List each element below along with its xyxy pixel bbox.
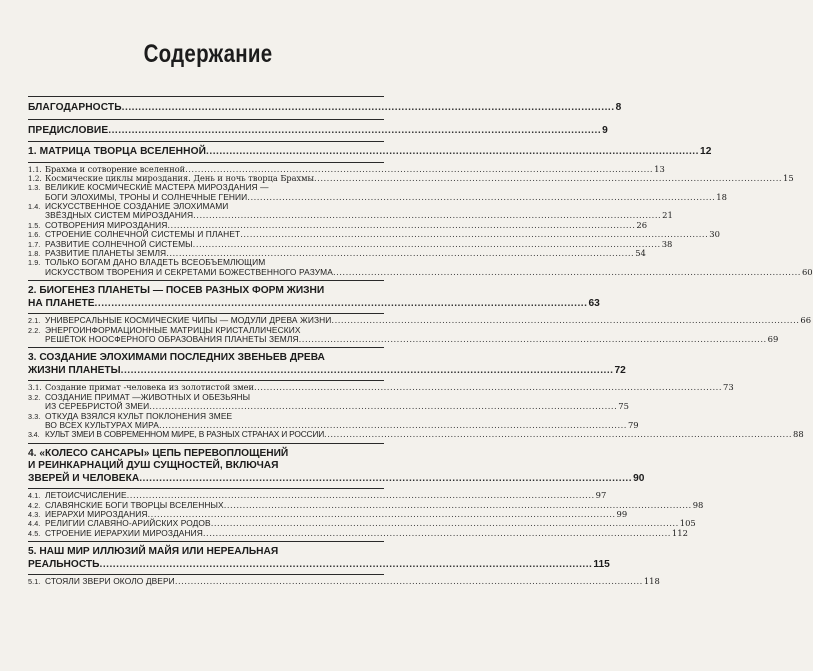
entry-title: 1. МАТРИЦА ТВОРЦА ВСЕЛЕННОЙ: [28, 146, 207, 157]
list-item[interactable]: 1.9. ТОЛЬКО БОГАМ ДАНО ВЛАДЕТЬ ВСЕОБЪЕМЛЮЩИМ: [28, 257, 266, 268]
page-number: 12: [699, 146, 712, 157]
page-number: 8: [615, 102, 622, 113]
list-item[interactable]: 1.4. ИСКУССТВЕННОЕ СОЗДАНИЕ ЭЛОХИМАМИ: [28, 201, 229, 212]
list-item[interactable]: 4.5. СТРОЕНИЕ ИЕРАРХИИ МИРОЗДАНИЯ ..... 112: [28, 529, 384, 538]
list-item-continued[interactable]: ВО ВСЕХ КУЛЬТУРАХ МИРА ..... 79: [28, 421, 384, 430]
list-item[interactable]: 1.8. РАЗВИТИЕ ПЛАНЕТЫ ЗЕМЛЯ ..... 54: [28, 249, 384, 258]
entry-title: ЗВЕРЕЙ И ЧЕЛОВЕКА: [28, 472, 140, 484]
toc-entry-gratitude[interactable]: [28, 97, 622, 119]
chapter-1-sections: [28, 163, 813, 281]
page-number: 63: [588, 297, 600, 309]
list-item[interactable]: 1.1. Брахма и сотворение вселенной ..... 13: [28, 165, 384, 174]
list-item[interactable]: 5.1. СТОЯЛИ ЗВЕРИ ОКОЛО ДВЕРИ ..... 118: [28, 577, 384, 586]
list-item[interactable]: 1.6. СТРОЕНИЕ СОЛНЕЧНОЙ СИСТЕМЫ И ПЛАНЕТ ..... 30: [28, 230, 384, 239]
toc-chapter-1: [28, 142, 712, 162]
entry-title: РЕАЛЬНОСТЬ: [28, 558, 100, 570]
page-number: 72: [614, 364, 626, 376]
list-item[interactable]: 1.5. СОТВОРЕНИЯ МИРОЗДАНИЯ ..... 26: [28, 221, 384, 230]
chapter-heading: 5. НАШ МИР ИЛЛЮЗИЙ МАЙЯ ИЛИ НЕРЕАЛЬНАЯ: [28, 546, 279, 558]
chapter-2-sections: [28, 314, 812, 347]
list-item[interactable]: 4.1. ЛЕТОИСЧИСЛЕНИЕ ..... 97: [28, 491, 384, 500]
list-item[interactable]: 2.1. УНИВЕРСАЛЬНЫЕ КОСМИЧЕСКИЕ ЧИПЫ — МОДУЛИ ДРЕВА ЖИЗНИ ..... 66: [28, 316, 384, 325]
dot-leader: [122, 102, 615, 115]
list-item[interactable]: 3.1. Создание примат -человека из золотистой змеи ..... 73: [28, 383, 384, 392]
page-title: Содержание: [143, 40, 273, 68]
entry-title: ПРЕДИСЛОВИЕ: [28, 124, 109, 136]
list-item-continued[interactable]: ИСКУССТВОМ ТВОРЕНИЯ И СЕКРЕТАМИ БОЖЕСТВЕННОГО РАЗУМА ..... 60: [28, 268, 384, 277]
list-item[interactable]: 1.2. Космические циклы мироздания. День и ночь творца Брахмы ..... 15: [28, 174, 384, 183]
toc-entry-preface[interactable]: [28, 120, 608, 142]
list-item[interactable]: 1.7. РАЗВИТИЕ СОЛНЕЧНОЙ СИСТЕМЫ ..... 38: [28, 240, 384, 249]
list-item-continued[interactable]: ЗВЁЗДНЫХ СИСТЕМ МИРОЗДАНИЯ ..... 21: [28, 211, 384, 220]
chapter-heading: 4. «КОЛЕСО САНСАРЫ» ЦЕПЬ ПЕРЕВОПЛОЩЕНИЙ: [28, 447, 289, 459]
entry-title: БЛАГОДАРНОСТЬ: [28, 102, 122, 113]
list-item-continued[interactable]: БОГИ ЭЛОХИМЫ, ТРОНЫ И СОЛНЕЧНЫЕ ГЕНИИ ..... 18: [28, 193, 384, 202]
page-number: 115: [593, 558, 610, 570]
chapter-heading: 3. СОЗДАНИЕ ЭЛОХИМАМИ ПОСЛЕДНИХ ЗВЕНЬЕВ ДРЕВА: [28, 352, 325, 364]
chapter-heading: 2. БИОГЕНЕЗ ПЛАНЕТЫ — ПОСЕВ РАЗНЫХ ФОРМ ЖИЗНИ: [28, 285, 325, 297]
list-item-continued[interactable]: РЕШЁТОК НООСФЕРНОГО ОБРАЗОВАНИЯ ПЛАНЕТЫ ЗЕМЛЯ ..... 69: [28, 335, 384, 344]
dot-leader: [108, 125, 601, 138]
list-item-continued[interactable]: ИЗ СЕРЕБРИСТОЙ ЗМЕИ ..... 75: [28, 402, 384, 411]
page-number: 90: [633, 472, 645, 484]
list-item[interactable]: 1.3. ВЕЛИКИЕ КОСМИЧЕСКИЕ МАСТЕРА МИРОЗДАНИЯ —: [28, 182, 269, 193]
toc-chapter-2[interactable]: [28, 281, 600, 313]
list-item[interactable]: 2.2. ЭНЕРГОИНФОРМАЦИОННЫЕ МАТРИЦЫ КРИСТАЛЛИЧЕСКИХ: [28, 324, 301, 335]
entry-title: ЖИЗНИ ПЛАНЕТЫ: [28, 364, 121, 376]
list-item[interactable]: 4.3. ИЕРАРХИ МИРОЗДАНИЯ ..... 99: [28, 510, 384, 519]
list-item[interactable]: 3.4. КУЛЬТ ЗМЕИ В СОВРЕМЕННОМ МИРЕ, В РАЗНЫХ СТРАНАХ И РОССИИ ..... 88: [28, 430, 384, 439]
list-item[interactable]: 3.2. СОЗДАНИЕ ПРИМАТ —ЖИВОТНЫХ И ОБЕЗЬЯНЫ: [28, 391, 251, 402]
chapter-3-sections: [28, 381, 804, 442]
chapter-heading[interactable]: [28, 146, 712, 159]
toc-chapter-5[interactable]: [28, 542, 610, 574]
toc-chapter-4[interactable]: 4. «КОЛЕСО САНСАРЫ» ЦЕПЬ ПЕРЕВОПЛОЩЕНИЙ И РЕИНКАРНАЦИЙ ДУШ СУЩНОСТЕЙ, ВКЛЮЧАЯ ЗВЕРЕЙ И ЧЕЛОВЕКА ..... 90: [28, 444, 384, 489]
entry-title: НА ПЛАНЕТЕ: [28, 297, 95, 309]
list-item[interactable]: 4.4. РЕЛИГИИ СЛАВЯНО-АРИЙСКИХ РОДОВ ..... 105: [28, 519, 384, 528]
toc-chapter-3[interactable]: [28, 348, 626, 380]
chapter-5-sections: [28, 575, 660, 589]
chapter-4-sections: [28, 489, 704, 541]
dot-leader: [206, 146, 699, 159]
table-of-contents: [28, 96, 813, 590]
page-number: 9: [602, 124, 608, 136]
list-item[interactable]: 3.3. ОТКУДА ВЗЯЛСЯ КУЛЬТ ПОКЛОНЕНИЯ ЗМЕЕ: [28, 410, 233, 421]
list-item[interactable]: 4.2. СЛАВЯНСКИЕ БОГИ ТВОРЦЫ ВСЕЛЕННЫХ ..... 98: [28, 501, 384, 510]
